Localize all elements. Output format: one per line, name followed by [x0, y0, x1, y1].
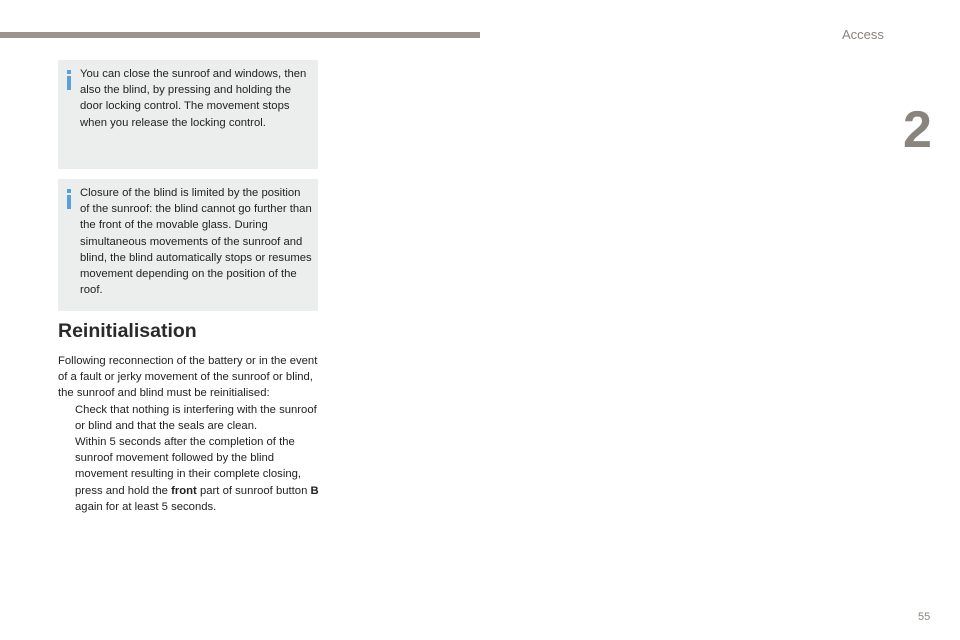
- section-heading-reinitialisation: Reinitialisation: [58, 320, 197, 342]
- info-icon: [65, 189, 73, 209]
- list-item-text: Check that nothing is interfering with the sunroof or blind and that the seals are clean.: [75, 403, 317, 432]
- info-icon: [65, 70, 73, 90]
- list-item: [58, 402, 320, 434]
- info-note-close-control: [58, 60, 318, 169]
- info-note-blind-limit: [58, 179, 318, 311]
- reinitialisation-intro: Following reconnection of the battery or in the event of a fault or jerky movement of the sunroof or blind, the sunroof and blind must be reinitialised:: [58, 355, 318, 400]
- reinitialisation-body: [58, 353, 320, 515]
- info-note-text: You can close the sunroof and windows, then also the blind, by pressing and holding the door locking control. The movement stops when you release the locking control.: [80, 68, 307, 129]
- section-title: Access: [842, 27, 884, 42]
- list-item-text: again for at least 5 seconds.: [75, 500, 217, 513]
- list-item: [58, 434, 320, 515]
- info-note-text: Closure of the blind is limited by the position of the sunroof: the blind cannot go further than the front of the movable glass. During simultaneous movements of the sunroof and blind, the blind automatically stops or resumes movement depending on the position of the roof.: [80, 187, 312, 297]
- emphasis-front: front: [171, 484, 197, 497]
- list-item-text: Within 5 seconds after the completion of the sunroof movement followed by the blind movement resulting in their complete closing, press and hold the: [75, 436, 302, 497]
- list-item-text: part of sunroof button: [199, 484, 308, 497]
- emphasis-button-b: B: [310, 484, 319, 497]
- page-number: 55: [918, 611, 931, 623]
- chapter-number: 2: [903, 101, 932, 159]
- header-rule: [0, 32, 480, 38]
